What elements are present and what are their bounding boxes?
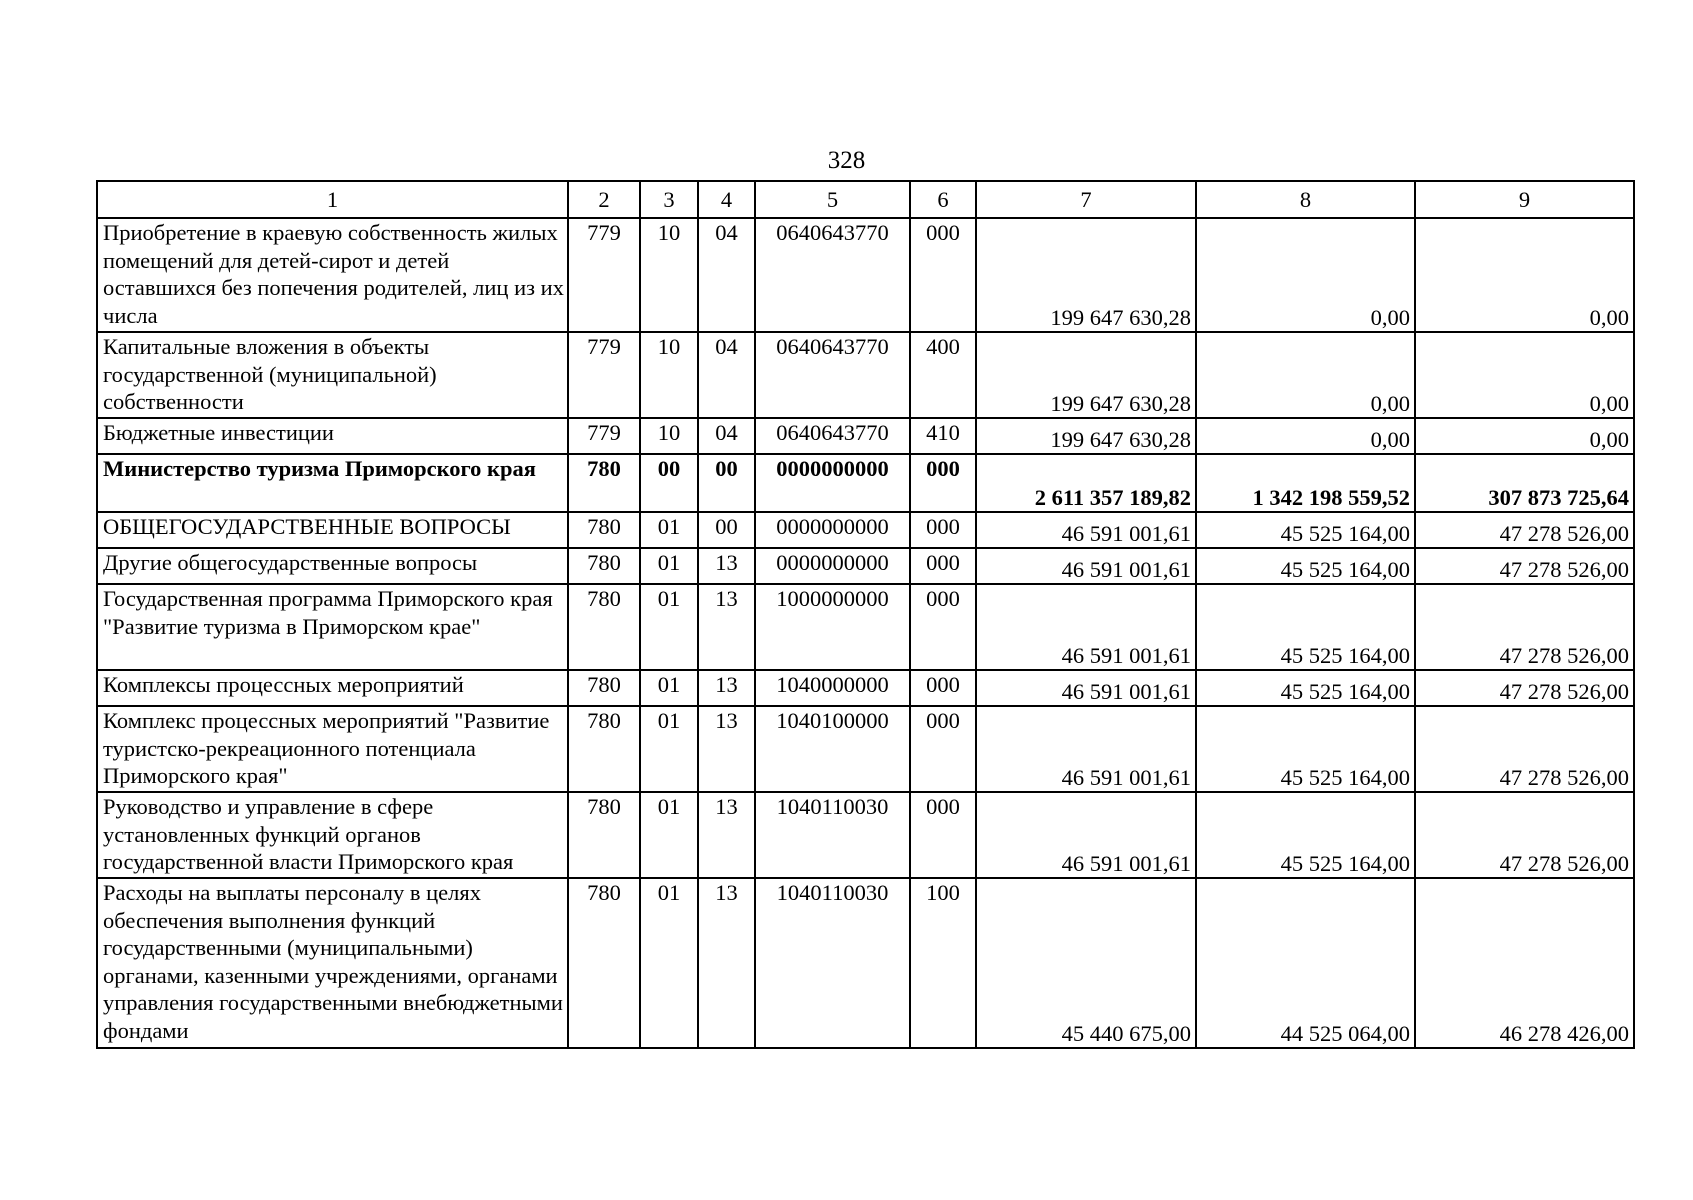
code-cell: 000: [910, 218, 976, 332]
code-cell: 01: [640, 512, 698, 548]
amount-cell: 45 525 164,00: [1196, 548, 1415, 584]
column-header: 5: [755, 181, 910, 218]
code-cell: 780: [568, 878, 640, 1048]
code-cell: 779: [568, 218, 640, 332]
amount-cell: 45 525 164,00: [1196, 512, 1415, 548]
amount-cell: 45 525 164,00: [1196, 584, 1415, 670]
code-cell: 04: [698, 418, 755, 454]
code-cell: 01: [640, 548, 698, 584]
column-header: 8: [1196, 181, 1415, 218]
amount-cell: 46 591 001,61: [976, 584, 1196, 670]
table-row: [97, 878, 1634, 1048]
column-header: 6: [910, 181, 976, 218]
code-cell: 10: [640, 418, 698, 454]
row-name-cell: Руководство и управление в сфере установленных функций органов государственной власти Приморского края: [97, 792, 568, 878]
table-row: [97, 454, 1634, 512]
row-name-cell: Другие общегосударственные вопросы: [97, 548, 568, 584]
code-cell: 000: [910, 512, 976, 548]
code-cell: 10: [640, 218, 698, 332]
amount-cell: 2 611 357 189,82: [976, 454, 1196, 512]
column-header: 7: [976, 181, 1196, 218]
amount-cell: 46 591 001,61: [976, 706, 1196, 792]
code-cell: 780: [568, 670, 640, 706]
amount-cell: 46 278 426,00: [1415, 878, 1634, 1048]
code-cell: 1040000000: [755, 670, 910, 706]
code-cell: 01: [640, 670, 698, 706]
code-cell: 0000000000: [755, 548, 910, 584]
table-row: [97, 218, 1634, 332]
table-row: [97, 548, 1634, 584]
code-cell: 13: [698, 670, 755, 706]
code-cell: 10: [640, 332, 698, 418]
table-row: [97, 792, 1634, 878]
row-name-cell: ОБЩЕГОСУДАРСТВЕННЫЕ ВОПРОСЫ: [97, 512, 568, 548]
code-cell: 00: [698, 512, 755, 548]
row-name-cell: Расходы на выплаты персоналу в целях обеспечения выполнения функций государственными (муниципальными) органами, казенными учреждениями, органами управления государственными внебюджетными фондами: [97, 878, 568, 1048]
code-cell: 0000000000: [755, 512, 910, 548]
table-row: [97, 332, 1634, 418]
amount-cell: 0,00: [1196, 332, 1415, 418]
budget-table: [96, 180, 1635, 1049]
code-cell: 1000000000: [755, 584, 910, 670]
code-cell: 0640643770: [755, 218, 910, 332]
header-row: [97, 181, 1634, 218]
amount-cell: 46 591 001,61: [976, 670, 1196, 706]
amount-cell: 45 525 164,00: [1196, 670, 1415, 706]
code-cell: 13: [698, 792, 755, 878]
column-header: 1: [97, 181, 568, 218]
amount-cell: 47 278 526,00: [1415, 706, 1634, 792]
code-cell: 01: [640, 584, 698, 670]
row-name-cell: Государственная программа Приморского края "Развитие туризма в Приморском крае": [97, 584, 568, 670]
amount-cell: 47 278 526,00: [1415, 548, 1634, 584]
code-cell: 779: [568, 332, 640, 418]
code-cell: 1040110030: [755, 878, 910, 1048]
amount-cell: 0,00: [1415, 418, 1634, 454]
table-body: [97, 218, 1634, 1048]
table-row: [97, 670, 1634, 706]
code-cell: 04: [698, 332, 755, 418]
amount-cell: 0,00: [1415, 332, 1634, 418]
column-header: 4: [698, 181, 755, 218]
code-cell: 000: [910, 584, 976, 670]
code-cell: 01: [640, 878, 698, 1048]
row-name-cell: Капитальные вложения в объекты государственной (муниципальной) собственности: [97, 332, 568, 418]
code-cell: 780: [568, 454, 640, 512]
column-header: 3: [640, 181, 698, 218]
code-cell: 780: [568, 706, 640, 792]
code-cell: 0000000000: [755, 454, 910, 512]
amount-cell: 45 525 164,00: [1196, 706, 1415, 792]
code-cell: 000: [910, 548, 976, 584]
code-cell: 780: [568, 548, 640, 584]
code-cell: 410: [910, 418, 976, 454]
table-row: [97, 418, 1634, 454]
code-cell: 04: [698, 218, 755, 332]
code-cell: 780: [568, 792, 640, 878]
row-name-cell: Бюджетные инвестиции: [97, 418, 568, 454]
code-cell: 100: [910, 878, 976, 1048]
code-cell: 0640643770: [755, 332, 910, 418]
amount-cell: 0,00: [1196, 218, 1415, 332]
amount-cell: 199 647 630,28: [976, 218, 1196, 332]
code-cell: 13: [698, 548, 755, 584]
code-cell: 000: [910, 792, 976, 878]
amount-cell: 44 525 064,00: [1196, 878, 1415, 1048]
row-name-cell: Комплекс процессных мероприятий "Развитие туристско-рекреационного потенциала Приморского края": [97, 706, 568, 792]
code-cell: 0640643770: [755, 418, 910, 454]
amount-cell: 307 873 725,64: [1415, 454, 1634, 512]
code-cell: 13: [698, 878, 755, 1048]
code-cell: 13: [698, 706, 755, 792]
column-header: 9: [1415, 181, 1634, 218]
table-row: [97, 706, 1634, 792]
amount-cell: 199 647 630,28: [976, 418, 1196, 454]
amount-cell: 47 278 526,00: [1415, 584, 1634, 670]
code-cell: 000: [910, 670, 976, 706]
code-cell: 400: [910, 332, 976, 418]
code-cell: 780: [568, 584, 640, 670]
amount-cell: 46 591 001,61: [976, 548, 1196, 584]
amount-cell: 45 440 675,00: [976, 878, 1196, 1048]
code-cell: 1040100000: [755, 706, 910, 792]
amount-cell: 47 278 526,00: [1415, 670, 1634, 706]
code-cell: 1040110030: [755, 792, 910, 878]
code-cell: 13: [698, 584, 755, 670]
table-row: [97, 584, 1634, 670]
code-cell: 000: [910, 454, 976, 512]
code-cell: 779: [568, 418, 640, 454]
amount-cell: 47 278 526,00: [1415, 512, 1634, 548]
amount-cell: 199 647 630,28: [976, 332, 1196, 418]
code-cell: 000: [910, 706, 976, 792]
page-number: 328: [827, 147, 866, 174]
amount-cell: 47 278 526,00: [1415, 792, 1634, 878]
row-name-cell: Приобретение в краевую собственность жилых помещений для детей-сирот и детей оставшихся без попечения родителей, лиц из их числа: [97, 218, 568, 332]
amount-cell: 0,00: [1415, 218, 1634, 332]
row-name-cell: Министерство туризма Приморского края: [97, 454, 568, 512]
table-row: [97, 512, 1634, 548]
code-cell: 01: [640, 792, 698, 878]
amount-cell: 45 525 164,00: [1196, 792, 1415, 878]
amount-cell: 1 342 198 559,52: [1196, 454, 1415, 512]
code-cell: 780: [568, 512, 640, 548]
code-cell: 01: [640, 706, 698, 792]
row-name-cell: Комплексы процессных мероприятий: [97, 670, 568, 706]
amount-cell: 46 591 001,61: [976, 792, 1196, 878]
amount-cell: 46 591 001,61: [976, 512, 1196, 548]
column-header: 2: [568, 181, 640, 218]
amount-cell: 0,00: [1196, 418, 1415, 454]
code-cell: 00: [640, 454, 698, 512]
code-cell: 00: [698, 454, 755, 512]
